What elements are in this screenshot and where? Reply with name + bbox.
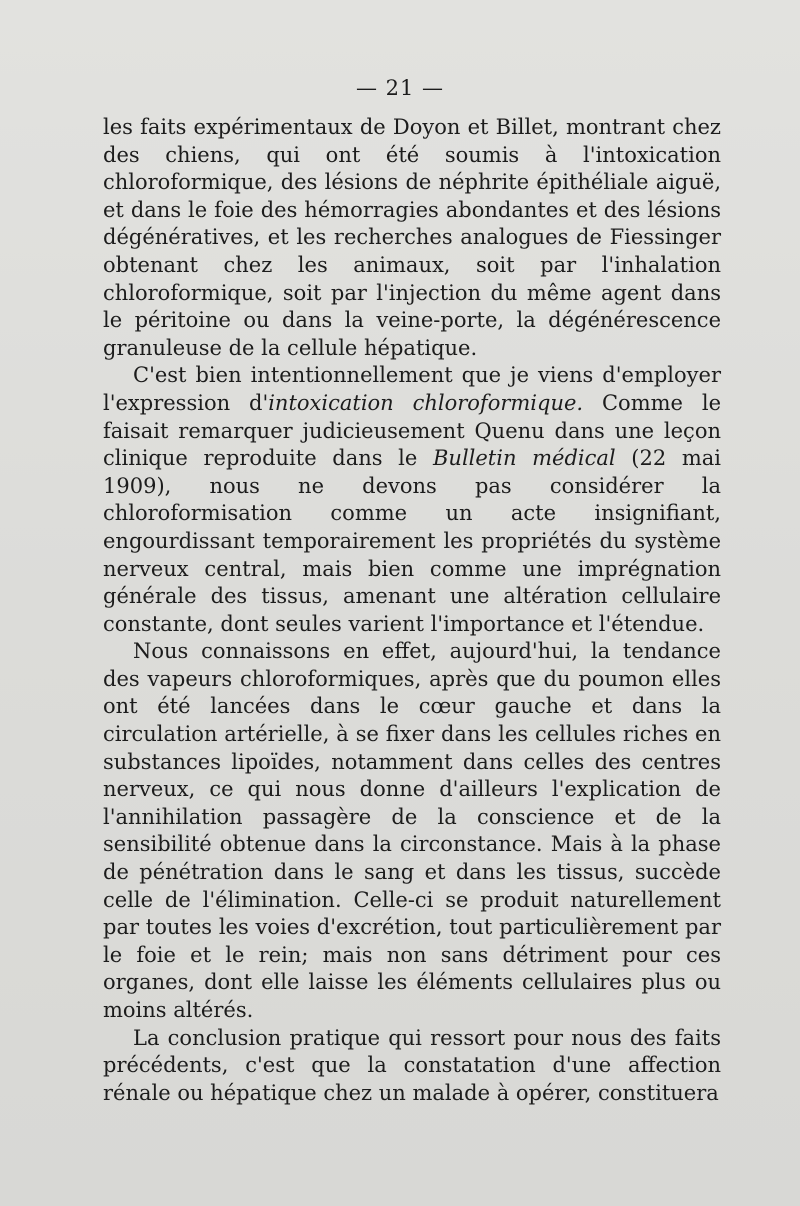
page-number: — 21 — [355, 76, 445, 100]
paragraph-1: les faits expérimentaux de Doyon et Billet, montrant chez des chiens, qui ont été soumis à l'intoxication chloroformique, des lésions de néphrite épithéliale aiguë, et dans le foie des hémorragies abondantes et des lésions dégénératives, et les recherches analogues de Fiessinger obtenant chez les animaux, soit par l'inhalation chloroformique, soit par l'injection du même agent dans le péritoine ou dans la veine-porte, la dégénérescence granuleuse de la cellule hépatique. [103, 115, 721, 360]
paragraph-4: La conclusion pratique qui ressort pour nous des faits précédents, c'est que la constatation d'une affection rénale ou hépatique chez un malade à opérer, constituera [103, 1025, 721, 1105]
paragraph-2-text-start: C'est bien intentionnellement que je viens d'employer l'expression d' [103, 363, 721, 415]
paragraph-3: Nous connaissons en effet, aujourd'hui, la tendance des vapeurs chloroformiques, après que du poumon elles ont été lancées dans le cœur gauche et dans la circulation artérielle, à se fixer dans les cellules riches en substances lipoïdes, notamment dans celles des centres nerveux, ce qui nous donne d'ailleurs l'explication de l'annihilation passagère de la conscience et de la sensibilité obtenue dans la circonstance. Mais à la phase de pénétration dans le sang et dans les tissus, succède celle de l'élimination. Celle-ci se produit naturellement par toutes les voies d'excrétion, tout particulièrement par le foie et le rein; mais non sans détriment pour ces organes, dont elle laisse les éléments cellulaires plus ou moins altérés. [103, 639, 721, 1022]
body-text [103, 114, 721, 1107]
paragraph-2-text-middle: Comme le faisait remarquer judicieusement Quenu dans une leçon clinique reproduite dans le [103, 390, 721, 471]
emphasis-bulletin-medical: Bulletin médical [432, 446, 616, 471]
emphasis-intoxication: intoxication chloroformique. [268, 390, 584, 415]
paragraph-2-text-end: (22 mai 1909), nous ne devons pas considérer la chloroformisation comme un acte insignifiant, engourdissant temporairement les propriétés du système nerveux central, mais bien comme une imprégnation générale des tissus, amenant une altération cellulaire constante, dont seules varient l'importance et l'étendue. [103, 446, 722, 636]
paragraph-2 [103, 362, 721, 638]
